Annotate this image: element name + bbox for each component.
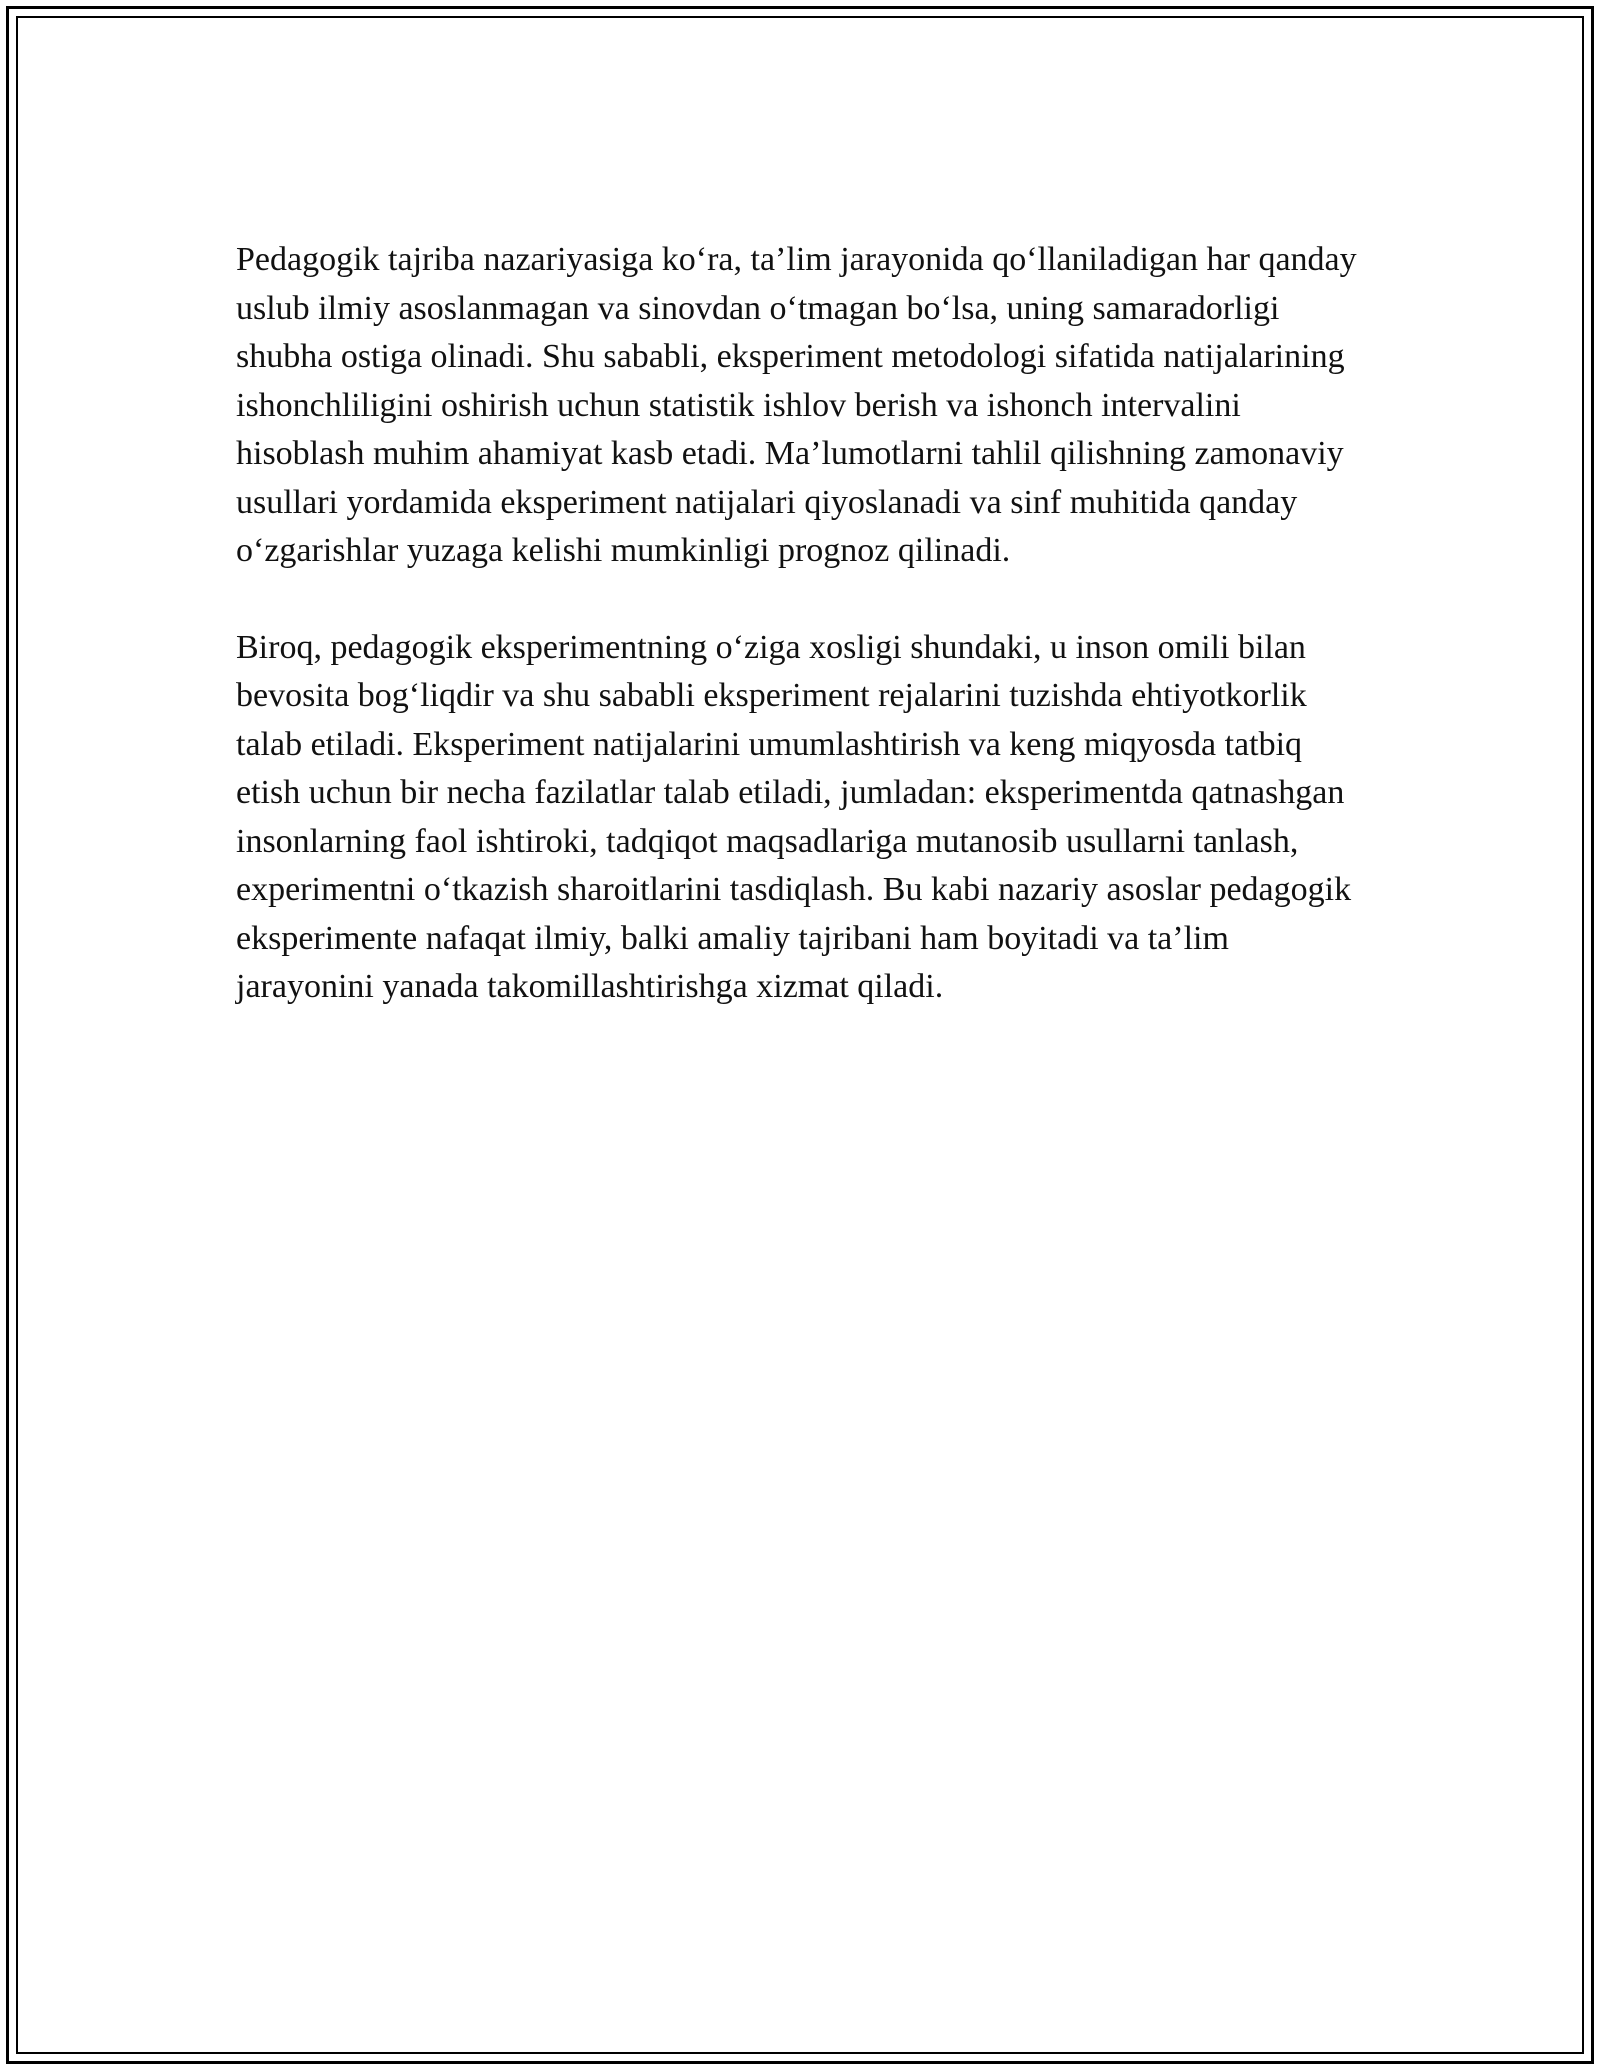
- document-body: [236, 236, 1366, 1012]
- paragraph-2: Biroq, pedagogik eksperimentning o‘ziga xosligi shundaki, u inson omili bilan bevosita bog‘liqdir va shu sababli eksperiment rejalarini tuzishda ehtiyotkorlik talab etiladi. Eksperiment natijalarini umumlashtirish va keng miqyosda tatbiq etish uchun bir necha fazilatlar talab etiladi, jumladan: eksperimentda qatnashgan insonlarning faol ishtiroki, tadqiqot maqsadlariga mutanosib usullarni tanlash, experimentni o‘tkazish sharoitlarini tasdiqlash. Bu kabi nazariy asoslar pedagogik eksperimente nafaqat ilmiy, balki amaliy tajribani ham boyitadi va ta’lim jarayonini yanada takomillashtirishga xizmat qiladi.: [236, 628, 1352, 1005]
- paragraph-1: Pedagogik tajriba nazariyasiga ko‘ra, ta’lim jarayonida qo‘llaniladigan har qanday uslub ilmiy asoslanmagan va sinovdan o‘tmagan bo‘lsa, uning samaradorligi shubha ostiga olinadi. Shu sababli, eksperiment metodologi sifatida natijalarining ishonchliligini oshirish uchun statistik ishlov berish va ishonch intervalini hisoblash muhim ahamiyat kasb etadi. Ma’lumotlarni tahlil qilishning zamonaviy usullari yordamida eksperiment natijalari qiyoslanadi va sinf muhitida qanday o‘zgarishlar yuzaga kelishi mumkinligi prognoz qilinadi.: [236, 241, 1357, 569]
